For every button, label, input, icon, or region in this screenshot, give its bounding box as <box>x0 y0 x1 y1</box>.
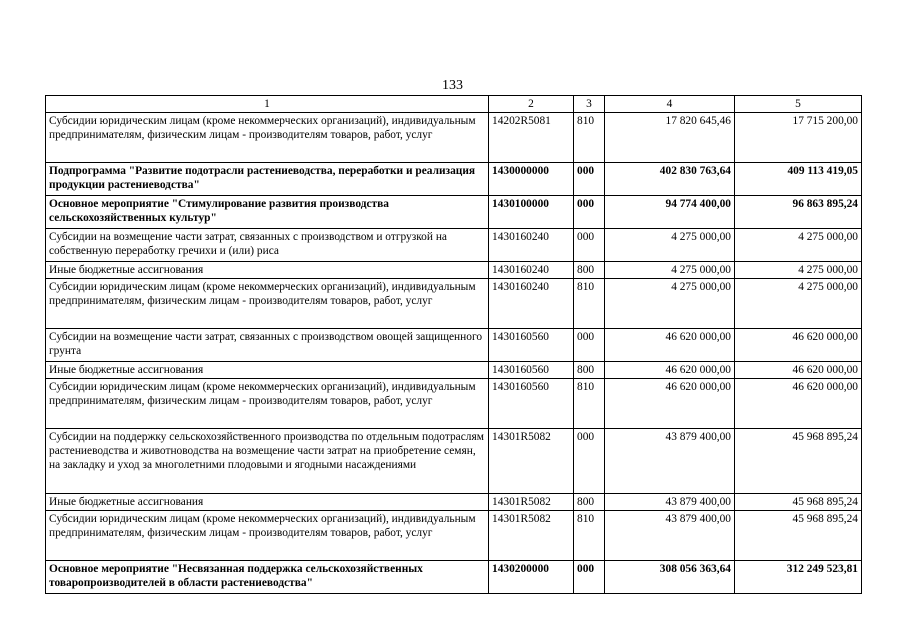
table-header-row <box>46 96 862 113</box>
row-amount-2: 4 275 000,00 <box>735 262 862 279</box>
table-row <box>46 511 862 561</box>
row-expense-kind: 000 <box>574 229 605 262</box>
row-name: Иные бюджетные ассигнования <box>46 362 489 379</box>
table-row <box>46 229 862 262</box>
row-name: Иные бюджетные ассигнования <box>46 494 489 511</box>
row-amount-2: 4 275 000,00 <box>735 229 862 262</box>
row-expense-kind: 810 <box>574 279 605 329</box>
row-name: Иные бюджетные ассигнования <box>46 262 489 279</box>
row-code: 14301R5082 <box>489 511 574 561</box>
table-row <box>46 262 862 279</box>
row-amount-2: 409 113 419,05 <box>735 163 862 196</box>
row-amount-1: 46 620 000,00 <box>605 329 735 362</box>
row-amount-1: 43 879 400,00 <box>605 494 735 511</box>
row-code: 1430100000 <box>489 196 574 229</box>
row-name: Субсидии юридическим лицам (кроме некоммерческих организаций), индивидуальным предпринимателям, физическим лицам - производителям товаров, работ, услуг <box>46 511 489 561</box>
row-code: 1430000000 <box>489 163 574 196</box>
row-code: 14301R5082 <box>489 494 574 511</box>
table-row <box>46 113 862 163</box>
row-amount-1: 402 830 763,64 <box>605 163 735 196</box>
table-row <box>46 379 862 429</box>
row-code: 1430160240 <box>489 229 574 262</box>
row-expense-kind: 800 <box>574 262 605 279</box>
table-row <box>46 561 862 594</box>
row-expense-kind: 000 <box>574 196 605 229</box>
page-number: 133 <box>442 78 463 93</box>
column-header-2: 2 <box>489 96 574 113</box>
row-expense-kind: 000 <box>574 163 605 196</box>
row-amount-1: 4 275 000,00 <box>605 262 735 279</box>
row-name: Основное мероприятие "Стимулирование развития производства сельскохозяйственных культур" <box>46 196 489 229</box>
row-code: 1430160240 <box>489 262 574 279</box>
table-row <box>46 429 862 494</box>
row-name: Субсидии юридическим лицам (кроме некоммерческих организаций), индивидуальным предпринимателям, физическим лицам - производителям товаров, работ, услуг <box>46 279 489 329</box>
row-amount-1: 43 879 400,00 <box>605 511 735 561</box>
column-header-3: 3 <box>574 96 605 113</box>
row-expense-kind: 810 <box>574 379 605 429</box>
row-name: Основное мероприятие "Несвязанная поддержка сельскохозяйственных товаропроизводителей в области растениеводства" <box>46 561 489 594</box>
table-row <box>46 362 862 379</box>
row-code: 1430160560 <box>489 379 574 429</box>
row-name: Субсидии на возмещение части затрат, связанных с производством и отгрузкой на собственную переработку гречихи и (или) риса <box>46 229 489 262</box>
row-amount-2: 312 249 523,81 <box>735 561 862 594</box>
row-name: Субсидии на поддержку сельскохозяйственного производства по отдельным подотраслям растениеводства и животноводства на возмещение части затрат на приобретение семян, на закладку и уход за многолетними плодовыми и ягодными насаждениями <box>46 429 489 494</box>
row-amount-1: 46 620 000,00 <box>605 379 735 429</box>
table-row <box>46 329 862 362</box>
row-amount-1: 46 620 000,00 <box>605 362 735 379</box>
row-amount-1: 4 275 000,00 <box>605 279 735 329</box>
row-code: 1430160240 <box>489 279 574 329</box>
table-row <box>46 163 862 196</box>
row-amount-2: 46 620 000,00 <box>735 379 862 429</box>
row-name: Субсидии юридическим лицам (кроме некоммерческих организаций), индивидуальным предпринимателям, физическим лицам - производителям товаров, работ, услуг <box>46 379 489 429</box>
table-row <box>46 196 862 229</box>
budget-table <box>45 95 862 594</box>
row-amount-1: 308 056 363,64 <box>605 561 735 594</box>
table-row <box>46 279 862 329</box>
row-code: 1430160560 <box>489 362 574 379</box>
row-amount-1: 43 879 400,00 <box>605 429 735 494</box>
row-expense-kind: 000 <box>574 329 605 362</box>
row-amount-2: 17 715 200,00 <box>735 113 862 163</box>
row-expense-kind: 000 <box>574 429 605 494</box>
row-code: 14202R5081 <box>489 113 574 163</box>
row-amount-2: 45 968 895,24 <box>735 429 862 494</box>
column-header-4: 4 <box>605 96 735 113</box>
row-amount-2: 96 863 895,24 <box>735 196 862 229</box>
row-amount-2: 45 968 895,24 <box>735 494 862 511</box>
column-header-5: 5 <box>735 96 862 113</box>
row-amount-1: 94 774 400,00 <box>605 196 735 229</box>
row-expense-kind: 810 <box>574 511 605 561</box>
row-expense-kind: 800 <box>574 494 605 511</box>
table-row <box>46 494 862 511</box>
row-code: 1430160560 <box>489 329 574 362</box>
column-header-1: 1 <box>46 96 489 113</box>
row-amount-2: 46 620 000,00 <box>735 329 862 362</box>
row-amount-1: 4 275 000,00 <box>605 229 735 262</box>
row-amount-2: 46 620 000,00 <box>735 362 862 379</box>
row-amount-1: 17 820 645,46 <box>605 113 735 163</box>
row-amount-2: 4 275 000,00 <box>735 279 862 329</box>
row-name: Субсидии на возмещение части затрат, связанных с производством овощей защищенного грунта <box>46 329 489 362</box>
row-expense-kind: 810 <box>574 113 605 163</box>
row-name: Субсидии юридическим лицам (кроме некоммерческих организаций), индивидуальным предпринимателям, физическим лицам - производителям товаров, работ, услуг <box>46 113 489 163</box>
row-code: 1430200000 <box>489 561 574 594</box>
row-expense-kind: 000 <box>574 561 605 594</box>
row-code: 14301R5082 <box>489 429 574 494</box>
table-body <box>46 113 862 594</box>
row-expense-kind: 800 <box>574 362 605 379</box>
row-name: Подпрограмма "Развитие подотрасли растениеводства, переработки и реализация продукции растениеводства" <box>46 163 489 196</box>
row-amount-2: 45 968 895,24 <box>735 511 862 561</box>
